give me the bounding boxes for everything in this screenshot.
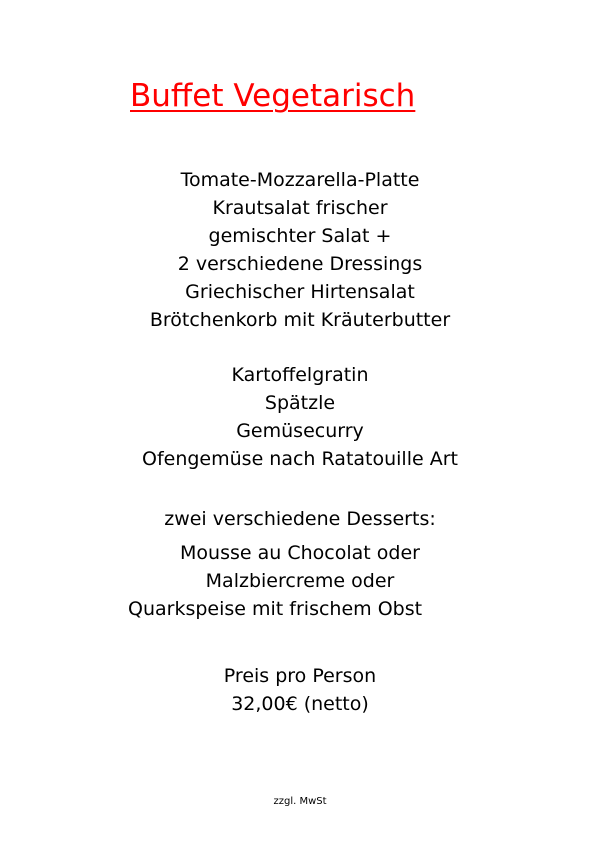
salad-item: Griechischer Hirtensalat bbox=[185, 281, 415, 303]
main-item: Kartoffelgratin bbox=[231, 364, 369, 386]
salads-section bbox=[0, 166, 600, 334]
price-section bbox=[0, 662, 600, 718]
salad-item: Tomate-Mozzarella-Platte bbox=[180, 169, 420, 191]
main-item: Ofengemüse nach Ratatouille Art bbox=[142, 448, 458, 470]
tax-note: zzgl. MwSt bbox=[273, 796, 327, 807]
main-item: Gemüsecurry bbox=[236, 420, 364, 442]
price-value: 32,00€ (netto) bbox=[231, 693, 369, 715]
salad-item: gemischter Salat + bbox=[208, 225, 392, 247]
dessert-item: Quarkspeise mit frischem Obst bbox=[128, 598, 423, 620]
main-item: Spätzle bbox=[264, 392, 336, 414]
menu-title: Buffet Vegetarisch bbox=[130, 78, 416, 114]
mains-section bbox=[0, 361, 600, 473]
dessert-item: Mousse au Chocolat oder bbox=[180, 542, 420, 564]
salad-item: 2 verschiedene Dressings bbox=[177, 253, 423, 275]
price-label: Preis pro Person bbox=[223, 665, 377, 687]
dessert-item: Malzbiercreme oder bbox=[205, 570, 395, 592]
desserts-section bbox=[0, 539, 600, 623]
dessert-heading-block bbox=[0, 505, 600, 533]
salad-item: Krautsalat frischer bbox=[212, 197, 388, 219]
dessert-heading: zwei verschiedene Desserts: bbox=[164, 508, 436, 530]
salad-item: Brötchenkorb mit Kräuterbutter bbox=[149, 309, 451, 331]
